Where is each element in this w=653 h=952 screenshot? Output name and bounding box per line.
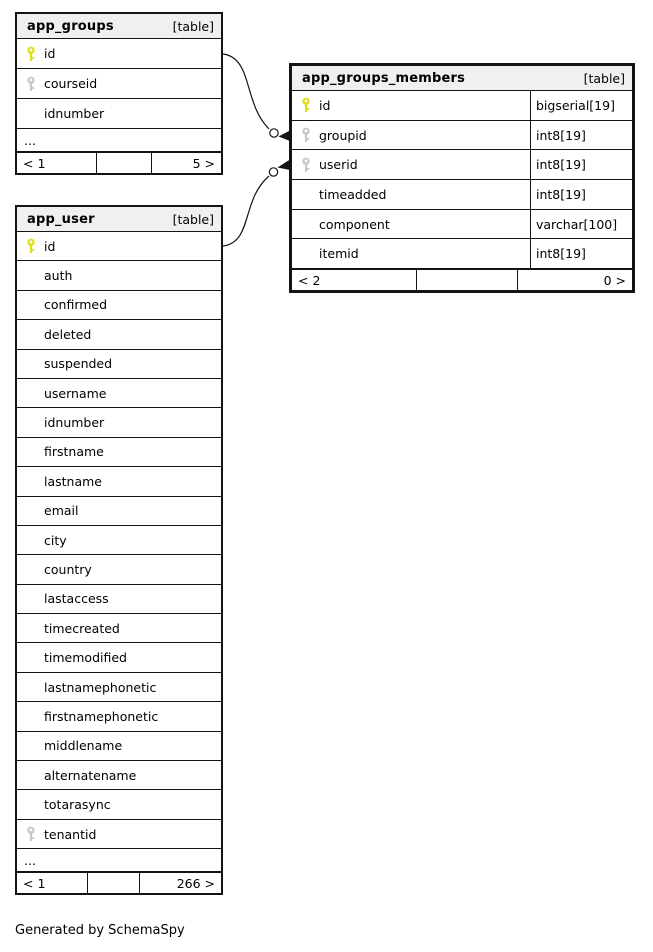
- table-row: [292, 90, 632, 120]
- table-node-app-user: [15, 205, 223, 895]
- table-row: [17, 642, 221, 671]
- column-name: firstname: [44, 444, 104, 460]
- column-name: idnumber: [44, 415, 105, 431]
- column-name: tenantid: [44, 826, 97, 842]
- table-row: [17, 525, 221, 554]
- table-row: [292, 120, 632, 150]
- table-header[interactable]: [17, 207, 221, 231]
- table-row: [17, 437, 221, 466]
- key-icon: [25, 46, 37, 62]
- table-node-app-groups-members: [289, 63, 635, 293]
- column-type: varchar[100]: [536, 216, 618, 232]
- column-name: itemid: [319, 246, 359, 262]
- table-name[interactable]: app_groups_members: [302, 70, 466, 86]
- column-name: firstnamephonetic: [44, 708, 159, 724]
- column-name: alternatename: [44, 767, 137, 783]
- column-type: int8[19]: [536, 186, 586, 202]
- column-name: timecreated: [44, 620, 120, 636]
- table-row: [292, 238, 632, 268]
- column-type: int8[19]: [536, 246, 586, 262]
- table-row: [17, 731, 221, 760]
- column-type: int8[19]: [536, 127, 586, 143]
- pager-mid: [96, 153, 152, 173]
- column-name-cell: [292, 150, 531, 179]
- column-name: country: [44, 561, 92, 577]
- column-name-cell: [292, 210, 531, 239]
- table-row: [17, 701, 221, 730]
- pager-mid: [87, 873, 140, 893]
- column-name: confirmed: [44, 297, 108, 313]
- column-name: groupid: [319, 127, 367, 143]
- column-name: id: [319, 97, 331, 113]
- table-kind-label: [table]: [583, 70, 625, 86]
- table-row: [17, 378, 221, 407]
- column-name: totarasync: [44, 797, 111, 813]
- column-name: deleted: [44, 326, 92, 342]
- column-name: lastname: [44, 473, 102, 489]
- column-name: id: [44, 46, 56, 61]
- column-name: lastaccess: [44, 591, 109, 607]
- table-name[interactable]: app_user: [27, 211, 95, 227]
- hidden-columns-ellipsis: ...: [17, 128, 221, 151]
- column-name: timemodified: [44, 650, 127, 666]
- table-row: [17, 554, 221, 583]
- column-name: city: [44, 532, 67, 548]
- table-row: [17, 496, 221, 525]
- column-type: bigserial[19]: [536, 97, 615, 113]
- column-name-cell: [292, 239, 531, 268]
- pager-prev: < 1: [23, 155, 46, 171]
- pager-next: 5 >: [192, 155, 215, 171]
- column-name: timeadded: [319, 186, 387, 202]
- pager-prev: < 2: [298, 272, 321, 288]
- key-icon: [300, 157, 312, 173]
- table-row: [17, 672, 221, 701]
- table-row: [292, 179, 632, 209]
- table-kind-label: [table]: [172, 18, 214, 34]
- pager-prev: < 1: [23, 875, 46, 891]
- table-row: [17, 231, 221, 260]
- table-header[interactable]: [17, 14, 221, 38]
- key-icon: [25, 238, 37, 254]
- column-name: id: [44, 238, 56, 254]
- column-name-cell: [292, 91, 531, 120]
- table-row: [17, 819, 221, 848]
- pager-next: 266 >: [176, 875, 215, 891]
- table-row: [17, 584, 221, 613]
- table-row: [17, 613, 221, 642]
- relationship-pager: [17, 151, 221, 173]
- column-name: suspended: [44, 356, 113, 372]
- column-name-cell: [292, 180, 531, 209]
- table-row: [17, 68, 221, 98]
- key-icon: [25, 826, 37, 842]
- table-row: [292, 149, 632, 179]
- table-row: [17, 98, 221, 128]
- key-icon: [25, 76, 37, 92]
- column-name: email: [44, 503, 79, 519]
- column-name: userid: [319, 157, 358, 173]
- relationship-pager: [292, 268, 632, 290]
- table-node-app-groups: [15, 12, 223, 175]
- table-row: [17, 760, 221, 789]
- column-name: courseid: [44, 76, 98, 91]
- column-name: auth: [44, 268, 73, 284]
- table-name[interactable]: app_groups: [27, 18, 114, 34]
- cardinality-circle-groupid: [270, 129, 278, 137]
- table-row: [17, 290, 221, 319]
- table-kind-label: [table]: [172, 211, 214, 227]
- column-name: lastnamephonetic: [44, 679, 157, 695]
- column-name-cell: [292, 121, 531, 150]
- relationship-pager: [17, 871, 221, 893]
- table-row: [17, 407, 221, 436]
- table-row: [292, 209, 632, 239]
- table-row: [17, 789, 221, 818]
- key-icon: [300, 127, 312, 143]
- relationship-line-user: [223, 176, 269, 246]
- column-name: idnumber: [44, 106, 105, 121]
- cardinality-circle-userid: [269, 168, 277, 176]
- pager-next: 0 >: [603, 272, 626, 288]
- hidden-columns-ellipsis: ...: [17, 848, 221, 871]
- table-row: [17, 260, 221, 289]
- column-name: username: [44, 385, 107, 401]
- key-icon: [300, 97, 312, 113]
- column-name: middlename: [44, 738, 123, 754]
- generated-by-caption: Generated by SchemaSpy: [15, 923, 185, 938]
- table-header[interactable]: [292, 66, 632, 90]
- relationship-line-groups: [223, 54, 269, 129]
- column-type: int8[19]: [536, 157, 586, 173]
- table-row: [17, 38, 221, 68]
- table-row: [17, 466, 221, 495]
- column-name: component: [319, 216, 390, 232]
- table-row: [17, 319, 221, 348]
- pager-mid: [416, 270, 518, 290]
- table-row: [17, 349, 221, 378]
